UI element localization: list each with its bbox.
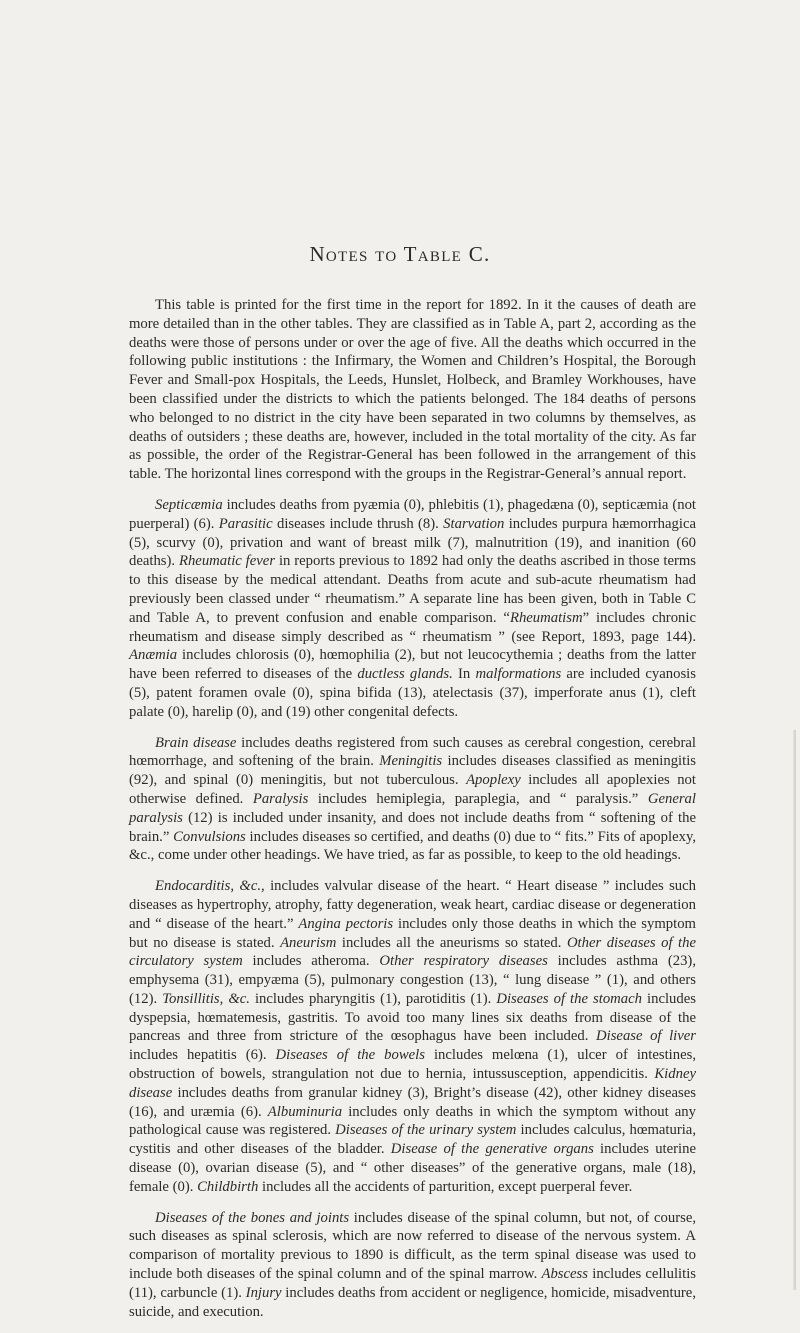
- text-run: includes deaths from pyæmia (0), phlebitis (1), phagedæna (0), septicæmia (not puerperal) (6).: [129, 496, 696, 532]
- text-run: includes all the aneurisms so stated.: [336, 934, 567, 951]
- paragraph-endocarditis: [129, 877, 696, 1197]
- text-run: includes hemiplegia, paraplegia, and “ paralysis.”: [308, 790, 648, 807]
- italic-term: Anæmia: [129, 647, 178, 664]
- italic-term: Childbirth: [197, 1178, 259, 1195]
- text-run: includes only deaths in which the symptom without any pathological cause was registered.: [129, 1103, 696, 1139]
- text-run: includes purpura hæmorrhagica (5), scurvy (0), privation and want of breast milk (7), malnutrition (19), and inanition (60 deaths).: [129, 515, 696, 570]
- text-run: This table is printed for the first time in the report for 1892. In it the causes of death are more detailed than in the other tables. They are classified as in Table A, part 2, according as the deaths were those of persons under or over the age of five. All the deaths which occurred in the following public institutions : the Infirmary, the Women and Children’s Hospital, the Borough Fever and Small-pox Hospitals, the Leeds, Hunslet, Holbeck, and Bramley Workhouses, have been classified under the districts to which the patients belonged. The 184 deaths of persons who belonged to no district in the city have been separated in two columns by themselves, as deaths of outsiders ; these deaths are, however, included in the total mortality of the city. As far as possible, the order of the Registrar-General has been followed in the arrangement of this table. The horizontal lines correspond with the groups in the Registrar-General’s annual report.: [129, 297, 696, 483]
- italic-term: Injury: [245, 1284, 282, 1301]
- text-run: includes uterine disease (0), ovarian disease (5), and “ other diseases” of the generative organs, male (18), female (0).: [129, 1141, 696, 1195]
- paragraph-intro: [129, 296, 696, 484]
- text-run: includes asthma (23), emphysema (31), empyæma (5), pulmonary congestion (13), “ lung disease ” (1), and others (12).: [129, 953, 696, 1007]
- italic-term: Albuminuria: [267, 1103, 343, 1120]
- italic-term: Diseases of the bowels: [275, 1047, 425, 1064]
- text-run: includes only those deaths in which the symptom but no disease is stated.: [129, 915, 696, 951]
- italic-term: Disease of the generative organs: [390, 1141, 594, 1158]
- page-title: Notes to Table C.: [309, 242, 491, 266]
- italic-term: General paralysis: [129, 790, 696, 826]
- text-run: includes calculus, hœmaturia, cystitis and other diseases of the bladder.: [129, 1122, 697, 1158]
- text-run: includes disease of the spinal column, but not, of course, such diseases as spinal sclerosis, which are now referred to disease of the nervous system. A comparison of mortality previous to 1890 is difficult, as the term spinal disease was used to include both diseases of the spinal column and of the spinal marrow.: [129, 1209, 697, 1283]
- italic-term: Paralysis: [252, 790, 309, 807]
- italic-term: Convulsions: [173, 828, 246, 845]
- italic-term: Brain disease: [155, 734, 237, 751]
- italic-term: Apoplexy: [466, 772, 521, 789]
- italic-term: Diseases of the bones and joints: [155, 1209, 350, 1226]
- text-run: in reports previous to 1892 had only the deaths ascribed in those terms to this disease by the medical attendant. Deaths from acute and sub-acute rheumatism had previously been classed under “ rheumatism.” A separate line has been given, both in Table C and Table A, to prevent confusion and enable comparison. “: [129, 553, 696, 626]
- italic-term: Starvation: [443, 515, 505, 532]
- text-run: includes deaths registered from such causes as cerebral congestion, cerebral hœmorrhage, and softening of the brain.: [129, 734, 696, 770]
- text-run: (12) is included under insanity, and does not include deaths from “ softening of the brain.”: [129, 809, 696, 845]
- text-run: includes dyspepsia, hœmatemesis, gastritis. To avoid too many lines six deaths from disease of the pancreas and three from stricture of the œsophagus have been included.: [129, 990, 696, 1045]
- text-run: In: [452, 666, 476, 683]
- text-run: ” includes chronic rheumatism and disease simply described as “ rheumatism ” (see Report, 1893, page 144).: [129, 609, 696, 645]
- text-run: includes cellulitis (11), carbuncle (1).: [129, 1266, 696, 1301]
- italic-term: Other diseases of the circulatory system: [129, 934, 696, 970]
- italic-term: Endocarditis, &c.,: [155, 878, 265, 895]
- italic-term: Disease of liver: [596, 1028, 696, 1045]
- italic-term: Septicæmia: [155, 496, 223, 513]
- italic-term: Meningitis: [379, 753, 443, 770]
- text-run: includes diseases so certified, and deaths (0) due to “ fits.” Fits of apoplexy, &c., come under other headings. We have tried, as far as possible, to keep to the old headings.: [129, 828, 697, 864]
- text-run: includes all apoplexies not otherwise defined.: [129, 772, 696, 807]
- italic-term: Tonsillitis, &c.: [162, 990, 250, 1007]
- italic-term: Kidney disease: [129, 1066, 696, 1101]
- text-run: includes valvular disease of the heart. “ Heart disease ” includes such diseases as hypertrophy, atrophy, fatty degeneration, weak heart, cardiac disease or degeneration and “ disease of the heart.”: [129, 878, 696, 932]
- text-run: includes deaths from accident or negligence, homicide, misadventure, suicide, and execution.: [129, 1284, 696, 1320]
- italic-term: Aneurism: [280, 934, 337, 951]
- text-run: are included cyanosis (5), patent foramen ovale (0), spina bifida (13), atelectasis (37), imperforate anus (1), cleft palate (0), harelip (0), and (19) other congenital defects.: [129, 666, 696, 720]
- paragraph-bones-joints: [129, 1209, 696, 1322]
- paragraph-brain-disease: [129, 734, 696, 866]
- italic-term: Diseases of the stomach: [496, 990, 642, 1007]
- text-run: includes chlorosis (0), hœmophilia (2), but not leucocythemia ; deaths from the latter have been referred to diseases of the: [129, 647, 696, 683]
- text-run: diseases include thrush (8).: [272, 515, 444, 532]
- paragraph-septicaemia: [129, 496, 696, 722]
- text-run: includes hepatitis (6).: [129, 1047, 276, 1064]
- italic-term: ductless glands.: [357, 666, 453, 683]
- italic-term: Rheumatism: [509, 609, 583, 626]
- text-run: includes diseases classified as meningitis (92), and spinal (0) meningitis, but not tuberculous.: [129, 753, 696, 789]
- italic-term: Rheumatic fever: [178, 553, 276, 570]
- italic-term: Angina pectoris: [298, 915, 394, 932]
- text-run: includes melœna (1), ulcer of intestines, obstruction of bowels, strangulation not due to hernia, intussusception, appendicitis.: [129, 1047, 697, 1083]
- italic-term: malformations: [475, 666, 562, 683]
- text-run: includes deaths from granular kidney (3), Bright’s disease (42), other kidney diseases (16), and uræmia (6).: [129, 1084, 696, 1120]
- text-run: includes pharyngitis (1), parotiditis (1).: [249, 990, 497, 1007]
- text-run: includes atheroma.: [242, 953, 380, 970]
- italic-term: Abscess: [541, 1266, 588, 1283]
- notes-body: [129, 296, 696, 1333]
- italic-term: Other respiratory diseases: [379, 953, 548, 970]
- italic-term: Diseases of the urinary system: [335, 1122, 517, 1139]
- text-run: includes all the accidents of parturition, except puerperal fever.: [258, 1178, 633, 1195]
- italic-term: Parasitic: [218, 515, 273, 532]
- page-edge-shadow: [793, 730, 796, 1290]
